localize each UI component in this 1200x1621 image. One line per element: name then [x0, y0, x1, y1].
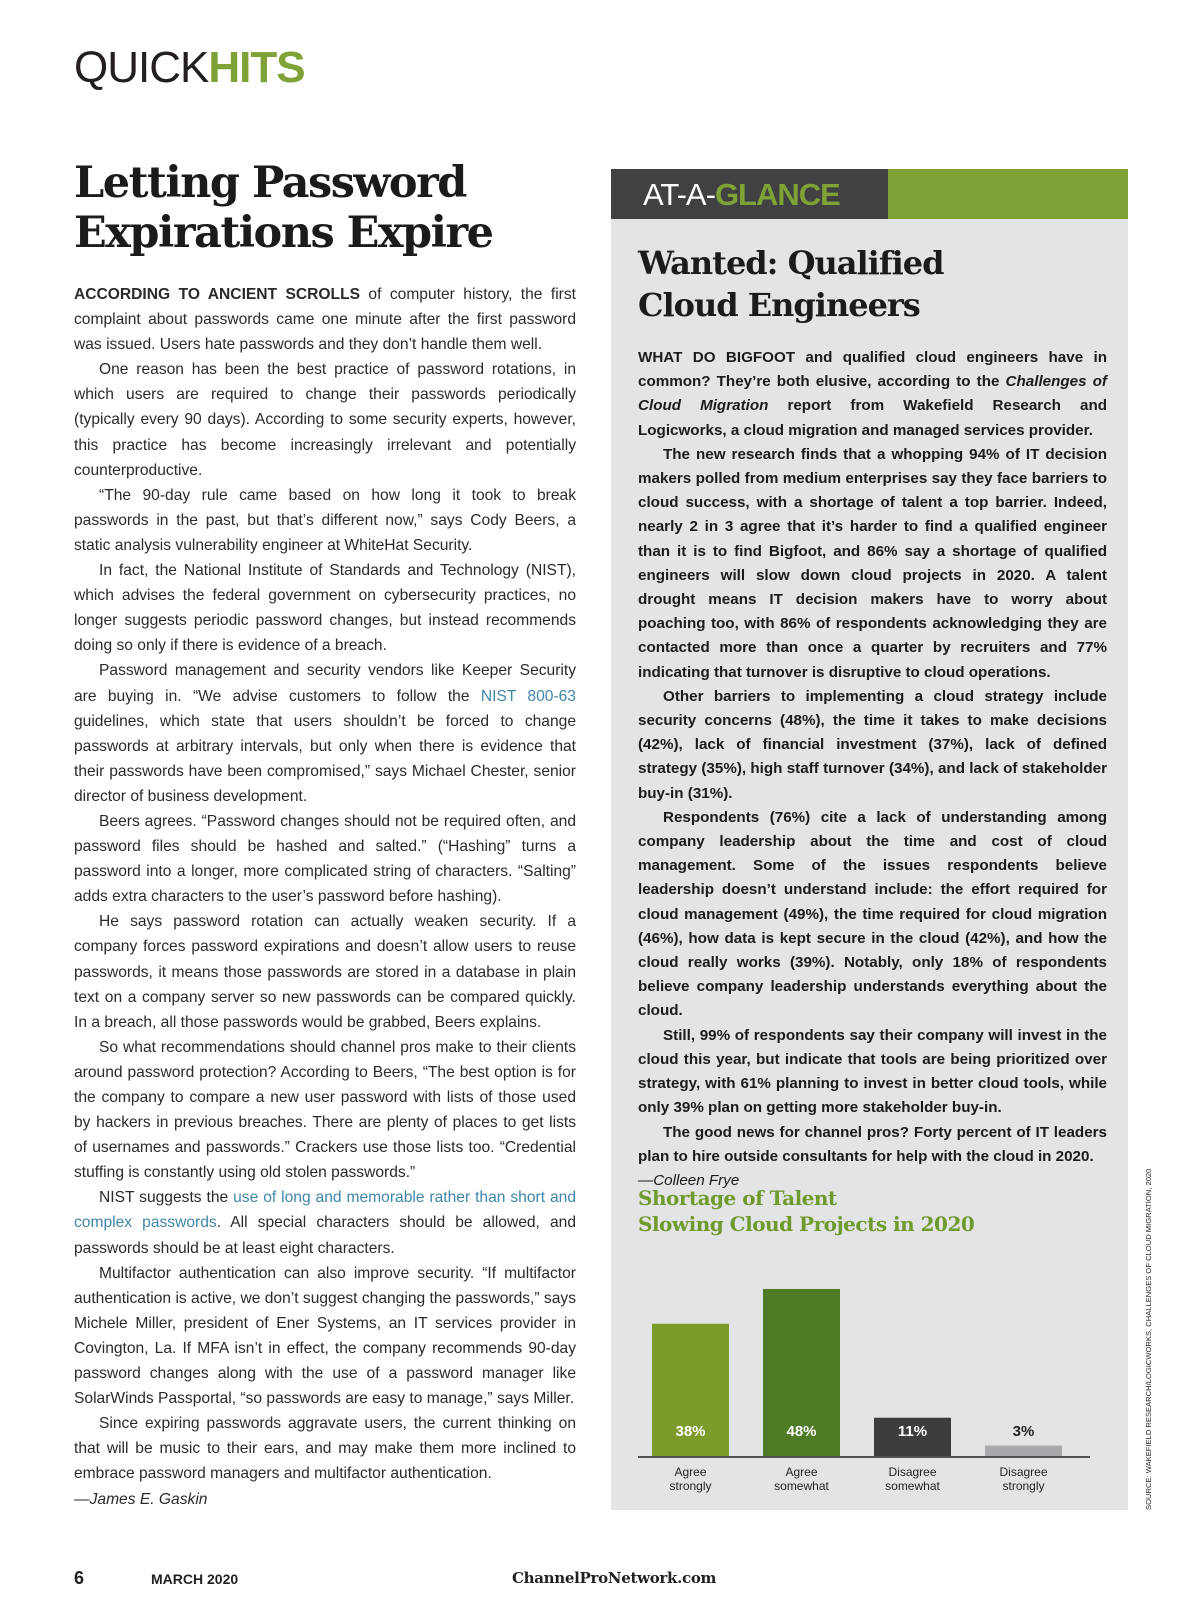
bar-value-label: 38%	[675, 1423, 706, 1440]
article-text: . All special characters should be allowed, and passwords should be at least eight characters.	[74, 1214, 577, 1257]
category-label: Disagree	[999, 1465, 1048, 1479]
sidebar-title-line: Cloud Engineers	[638, 286, 920, 324]
sidebar-text: report from Wakefield Research and Logicworks, a cloud migration and managed services provider.	[638, 397, 1107, 439]
sidebar-text: WHAT DO BIGFOOT and qualified cloud engineers have in common? They’re both elusive, according to the	[638, 349, 1107, 391]
sidebar-paragraph: Other barriers to implementing a cloud strategy include security concerns (48%), the time it takes to make decisions (42%), lack of financial investment (37%), lack of defined strategy (35%), high staff turnover (34%), and lack of stakeholder buy-in (31%).	[638, 687, 1107, 802]
category-label: Agree	[785, 1465, 818, 1479]
bar	[985, 1446, 1062, 1456]
nist-passwords-link[interactable]: use of long and memorable rather than short and complex passwords	[74, 1189, 576, 1232]
report-title: Challenges of Cloud Migration	[638, 373, 1107, 415]
source-note	[1141, 1090, 1155, 1510]
sidebar-paragraph: Still, 99% of respondents say their company will invest in the cloud this year, but indicate that tools are being prioritized over strategy, with 61% planning to invest in better cloud tools, while only 39% plan on getting more stakeholder buy-in.	[638, 1026, 1107, 1117]
section-header-hits: HITS	[208, 43, 305, 92]
sidebar-paragraph: Respondents (76%) cite a lack of understanding among company leadership about the time and cost of cloud management. Some of the issues respondents believe leadership doesn’t understand include: the effort required for cloud management (49%), the time required for cloud migration (46%), how data is kept secure in the cloud (42%), and how the cloud really works (39%). Notably, only 18% of respondents believe company leadership understands everything about the cloud.	[638, 808, 1107, 1020]
article-paragraph	[74, 1411, 576, 1511]
at-a-glance-sidebar	[611, 169, 1128, 1510]
chart-title-line: Shortage of Talent	[638, 1186, 837, 1210]
article-paragraph: So what recommendations should channel pros make to their clients around password protection? According to Beers, “The best option is for the company to compare a new user password with lists of those used by hackers in previous breaches. There are plenty of places to get lists of usernames and passwords.” Crackers use those lists too. “Credential stuffing is constantly using old stolen passwords.”	[74, 1038, 576, 1182]
sidebar-paragraph	[638, 346, 1107, 443]
category-label: somewhat	[774, 1479, 829, 1493]
article-title-line: Letting Password	[74, 158, 466, 208]
sidebar-text: The good news for channel pros? Forty percent of IT leaders plan to hire outside consultants for help with the cloud in 2020.	[638, 1123, 1107, 1165]
category-label: somewhat	[885, 1479, 940, 1493]
article-text: Since expiring passwords aggravate users, the current thinking on that will be music to their ears, and may make them more inclined to embrace password managers and multifactor authentication.	[74, 1415, 576, 1483]
section-header-quick: QUICK	[74, 43, 209, 92]
article-paragraph: “The 90-day rule came based on how long it took to break passwords in the past, but that’s different now,” says Cody Beers, a static analysis vulnerability engineer at WhiteHat Security.	[74, 486, 576, 554]
source-note-svg	[1141, 1090, 1155, 1510]
bar-chart	[638, 1254, 1098, 1494]
article-body	[74, 282, 576, 1512]
page-number: 6	[74, 1568, 85, 1588]
bar-value-label: 3%	[1012, 1423, 1035, 1440]
category-label: strongly	[1002, 1479, 1045, 1493]
article-text: guidelines, which state that users shouldn’t be forced to change passwords at arbitrary intervals, but only when there is evidence that their passwords have been compromised,” says Michael Chester, senior director of business development.	[74, 712, 576, 805]
article-paragraph: In fact, the National Institute of Standards and Technology (NIST), which advises the federal government on cybersecurity practices, no longer suggests periodic password changes, but instead recommends doing so only if there is evidence of a breach.	[74, 562, 576, 655]
sidebar-title-line: Wanted: Qualified	[638, 244, 944, 282]
article-text: Password management and security vendors like Keeper Security are buying in. “We advise customers to follow the	[74, 662, 576, 705]
bar-value-label: 11%	[897, 1423, 928, 1440]
sidebar-tab-label-part1: AT-A-	[643, 177, 715, 212]
sidebar-tab-label	[643, 179, 840, 210]
category-label: strongly	[669, 1479, 712, 1493]
category-label: Agree	[674, 1465, 707, 1479]
chart-title-line: Slowing Cloud Projects in 2020	[638, 1212, 975, 1236]
source-note-text: SOURCE: WAKEFIELD RESEARCH/LOGICWORKS, CHALLENGES OF CLOUD MIGRATION, 2020	[1144, 1168, 1153, 1510]
article-text: of computer history, the first complaint about passwords came one minute after the first password was issued. Users hate passwords and they don’t handle them well.	[74, 286, 576, 354]
page-footer	[74, 1568, 1128, 1598]
article-paragraph: One reason has been the best practice of password rotations, in which users are required to change their passwords periodically (typically every 90 days). According to some security experts, however, this practice has become increasingly irrelevant and potentially counterproductive.	[74, 361, 576, 479]
sidebar-paragraph	[638, 1121, 1107, 1194]
article-paragraph	[74, 658, 576, 809]
sidebar-body	[638, 346, 1107, 1193]
chart-title	[638, 1185, 974, 1237]
article-title-line: Expirations Expire	[74, 208, 493, 258]
article-title	[74, 158, 574, 258]
nist-800-63-link[interactable]: NIST 800-63	[480, 687, 576, 705]
article-paragraph: Beers agrees. “Password changes should not be required often, and password files should be hashed and salted.” (“Hashing” turns a password into a longer, more complicated string of characters. “Salting” adds extra characters to the user’s password before hashing).	[74, 812, 576, 906]
section-header	[74, 43, 305, 92]
bar-chart-svg	[638, 1254, 1098, 1494]
issue-date: MARCH 2020	[151, 1571, 239, 1587]
article-byline: —James E. Gaskin	[74, 1490, 208, 1508]
article-lead-in: ACCORDING TO ANCIENT SCROLLS	[74, 286, 361, 303]
sidebar-tab	[611, 169, 888, 219]
sidebar-paragraph: The new research finds that a whopping 94% of IT decision makers polled from medium enterprises say they face barriers to cloud success, with a shortage of talent a top barrier. Indeed, nearly 2 in 3 agree that it’s harder to find a qualified engineer than it is to find Bigfoot, and 86% say a shortage of qualified engineers will slow down cloud projects in 2020. A talent drought means IT decision makers have to worry about poaching too, with 86% of respondents acknowledging they are contacted more than once a quarter by recruiters and 77% indicating that turnover is disruptive to cloud operations.	[638, 445, 1107, 681]
sidebar-tab-bar	[611, 169, 1128, 219]
article-paragraph: He says password rotation can actually weaken security. If a company forces password expirations and doesn’t allow users to reuse passwords, it means those passwords are stored in a database in plain text on a company server so new passwords can be compared quickly. In a breach, all those passwords would be grabbed, Beers explains.	[74, 913, 576, 1031]
article-paragraph	[74, 282, 576, 357]
site-name: ChannelProNetwork.com	[512, 1569, 717, 1587]
sidebar-title	[638, 242, 1108, 326]
article-paragraph: Multifactor authentication can also improve security. “If multifactor authentication is active, we don’t suggest changing the passwords,” says Michele Miller, president of Ener Systems, an IT services provider in Covington, La. If MFA isn’t in effect, the company recommends 90-day password changes along with the use of a password manager like SolarWinds Passportal, “so passwords are easy to manage,” says Miller.	[74, 1264, 576, 1408]
bar-value-label: 48%	[786, 1423, 817, 1440]
sidebar-byline: —Colleen Frye	[638, 1171, 740, 1189]
sidebar-tab-label-part2: GLANCE	[714, 177, 840, 212]
article-text: NIST suggests the	[99, 1189, 234, 1207]
category-label: Disagree	[888, 1465, 937, 1479]
article-paragraph	[74, 1185, 576, 1260]
